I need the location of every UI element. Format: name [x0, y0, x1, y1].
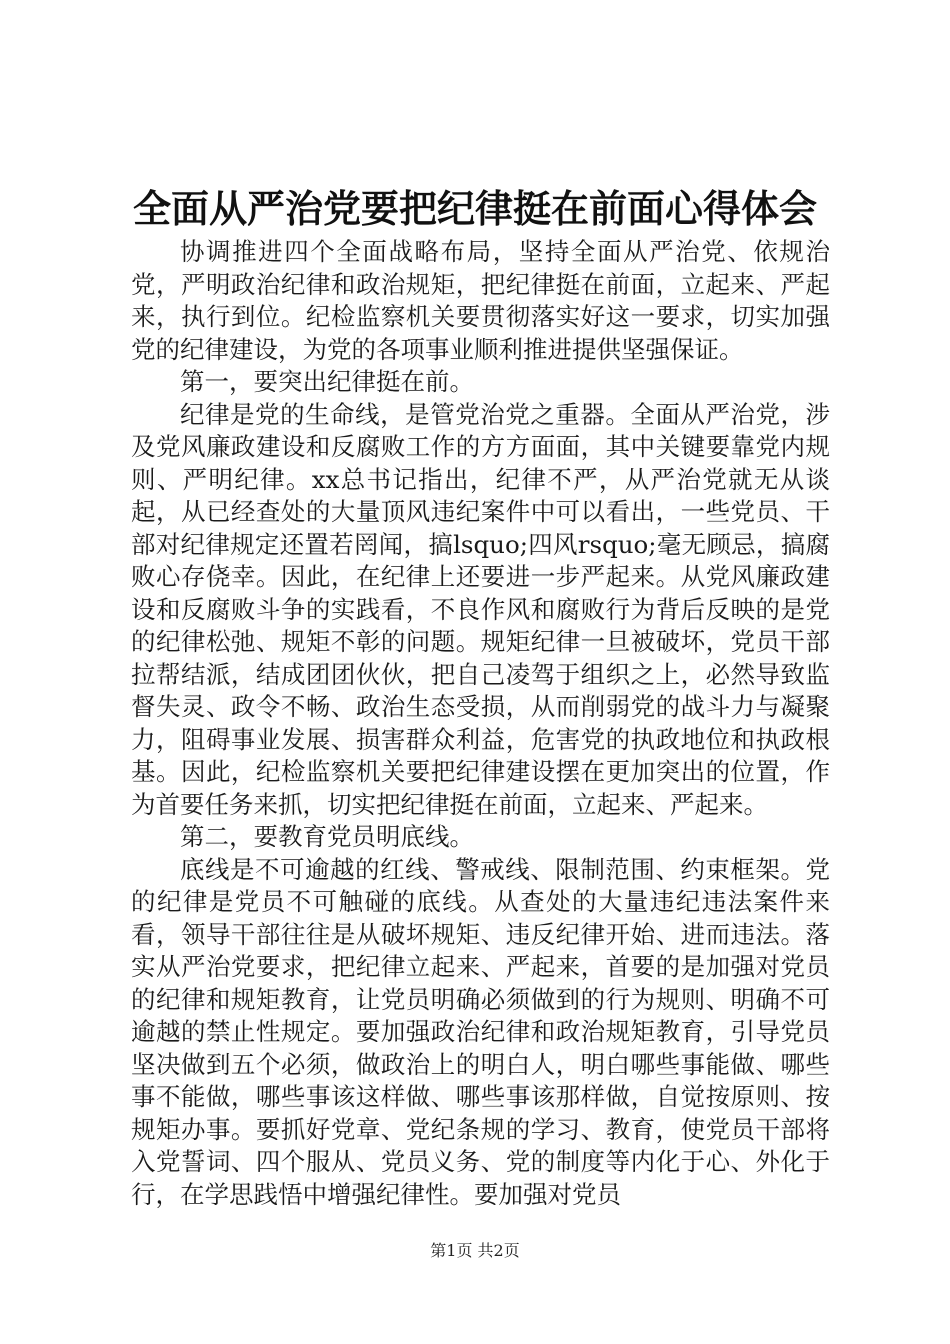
section-heading-second: 第二，要教育党员明底线。	[180, 822, 474, 851]
paragraph-intro: 协调推进四个全面战略布局，坚持全面从严治党、依规治党，严明政治纪律和政治规矩，把纪律挺在前面，立起来、严起来，执行到位。纪检监察机关要贯彻落实好这一要求，切实加强党的纪律建设，为党的各项事业顺利推进提供坚强保证。	[131, 237, 830, 364]
paragraph-first: 纪律是党的生命线，是管党治党之重器。全面从严治党，涉及党风廉政建设和反腐败工作的方方面面，其中关键要靠党内规则、严明纪律。xx总书记指出，纪律不严，从严治党就无从谈起，从已经查处的大量顶风违纪案件中可以看出，一些党员、干部对纪律规定还置若罔闻，搞lsquo;四风rsquo;毫无顾忌，搞腐败心存侥幸。因此，在纪律上还要进一步严起来。从党风廉政建设和反腐败斗争的实践看，不良作风和腐败行为背后反映的是党的纪律松弛、规矩不彰的问题。规矩纪律一旦被破坏，党员干部拉帮结派，结成团团伙伙，把自己凌驾于组织之上，必然导致监督失灵、政令不畅、政治生态受损，从而削弱党的战斗力与凝聚力，阻碍事业发展、损害群众利益，危害党的执政地位和执政根基。因此，纪检监察机关要把纪律建设摆在更加突出的位置，作为首要任务来抓，切实把纪律挺在前面，立起来、严起来。	[131, 399, 830, 819]
page-number-footer: 第1页 共2页	[430, 1241, 520, 1260]
document-title: 全面从严治党要把纪律挺在前面心得体会	[132, 186, 817, 231]
paragraph-second: 底线是不可逾越的红线、警戒线、限制范围、约束框架。党的纪律是党员不可触碰的底线。从查处的大量违纪违法案件来看，领导干部往往是从破坏规矩、违反纪律开始、进而违法。落实从严治党要求，把纪律立起来、严起来，首要的是加强对党员的纪律和规矩教育，让党员明确必须做到的行为规则、明确不可逾越的禁止性规定。要加强政治纪律和政治规矩教育，引导党员坚决做到五个必须，做政治上的明白人，明白哪些事能做、哪些事不能做，哪些事该这样做、哪些事该那样做，自觉按原则、按规矩办事。要抓好党章、党纪条规的学习、教育，使党员干部将入党誓词、四个服从、党员义务、党的制度等内化于心、外化于行，在学思践悟中增强纪律性。要加强对党员	[131, 854, 830, 1209]
section-heading-first: 第一，要突出纪律挺在前。	[180, 367, 474, 396]
document-body	[131, 236, 830, 1211]
